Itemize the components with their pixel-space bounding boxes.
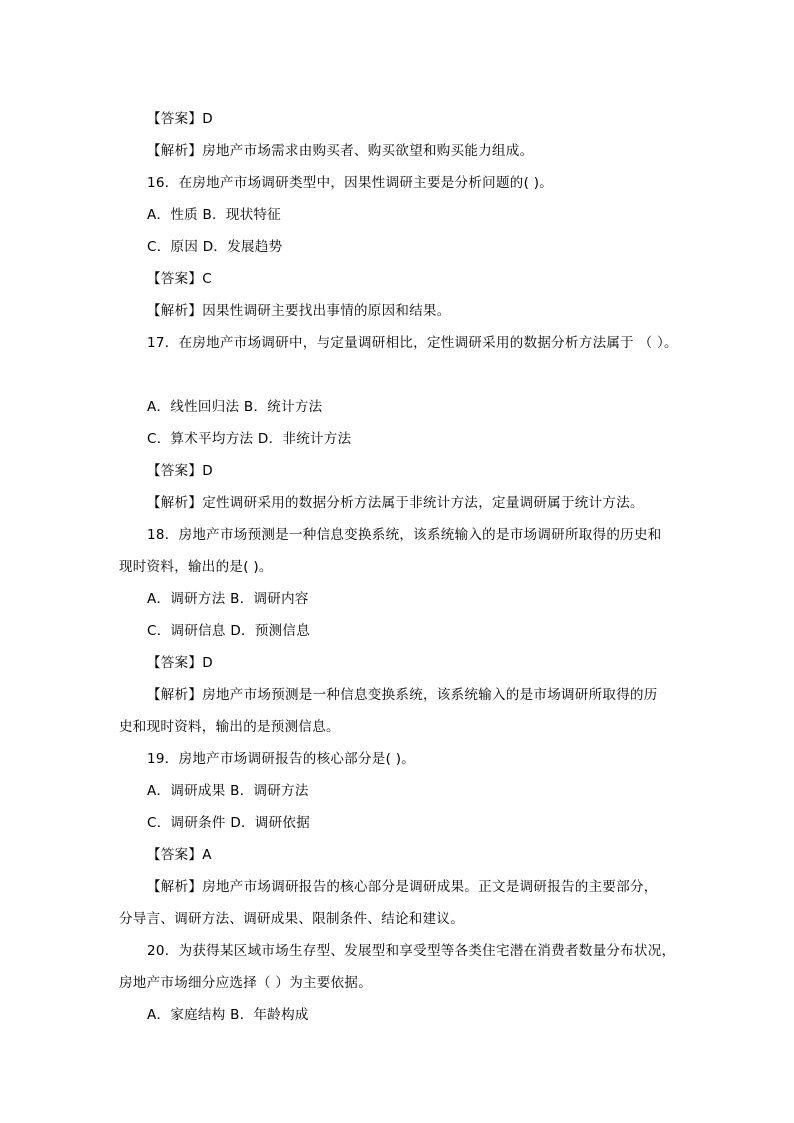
- options-18-cd: C．调研信息 D．预测信息: [147, 623, 311, 639]
- analysis-15: 【解析】房地产市场需求由购买者、购买欲望和购买能力组成。: [147, 143, 534, 159]
- analysis-19: 【解析】房地产市场调研报告的核心部分是调研成果。正文是调研报告的主要部分，: [147, 879, 658, 895]
- analysis-19-cont: 分导言、调研方法、调研成果、限制条件、结论和建议。: [119, 911, 464, 927]
- analysis-18: 【解析】房地产市场预测是一种信息变换系统，该系统输入的是市场调研所取得的历: [147, 687, 658, 703]
- options-16-cd: C．原因 D．发展趋势: [147, 239, 283, 255]
- answer-15: 【答案】D: [147, 111, 213, 127]
- question-18: 18．房地产市场预测是一种信息变换系统，该系统输入的是市场调研所取得的历史和: [147, 527, 662, 543]
- analysis-18-cont: 史和现时资料，输出的是预测信息。: [119, 719, 340, 735]
- answer-17: 【答案】D: [147, 463, 213, 479]
- question-16: 16．在房地产市场调研类型中，因果性调研主要是分析问题的( )。: [147, 175, 554, 191]
- question-17: 17．在房地产市场调研中，与定量调研相比，定性调研采用的数据分析方法属于 （ ）。: [147, 335, 678, 351]
- question-18-cont: 现时资料，输出的是( )。: [119, 559, 273, 575]
- options-16-ab: A．性质 B．现状特征: [147, 207, 282, 223]
- options-19-ab: A．调研成果 B．调研方法: [147, 783, 309, 799]
- analysis-17: 【解析】定性调研采用的数据分析方法属于非统计方法，定量调研属于统计方法。: [147, 495, 644, 511]
- question-19: 19．房地产市场调研报告的核心部分是( )。: [147, 751, 416, 767]
- answer-19: 【答案】A: [147, 847, 212, 863]
- answer-16: 【答案】C: [147, 271, 212, 287]
- options-19-cd: C．调研条件 D．调研依据: [147, 815, 311, 831]
- analysis-16: 【解析】因果性调研主要找出事情的原因和结果。: [147, 303, 451, 319]
- answer-18: 【答案】D: [147, 655, 213, 671]
- options-20-ab: A．家庭结构 B．年龄构成: [147, 1007, 309, 1023]
- options-17-ab: A．线性回归法 B．统计方法: [147, 399, 323, 415]
- question-20-cont: 房地产市场细分应选择（ ）为主要依据。: [119, 975, 372, 991]
- options-18-ab: A．调研方法 B．调研内容: [147, 591, 309, 607]
- options-17-cd: C．算术平均方法 D．非统计方法: [147, 431, 352, 447]
- question-20: 20．为获得某区域市场生存型、发展型和享受型等各类住宅潜在消费者数量分布状况，: [147, 943, 676, 959]
